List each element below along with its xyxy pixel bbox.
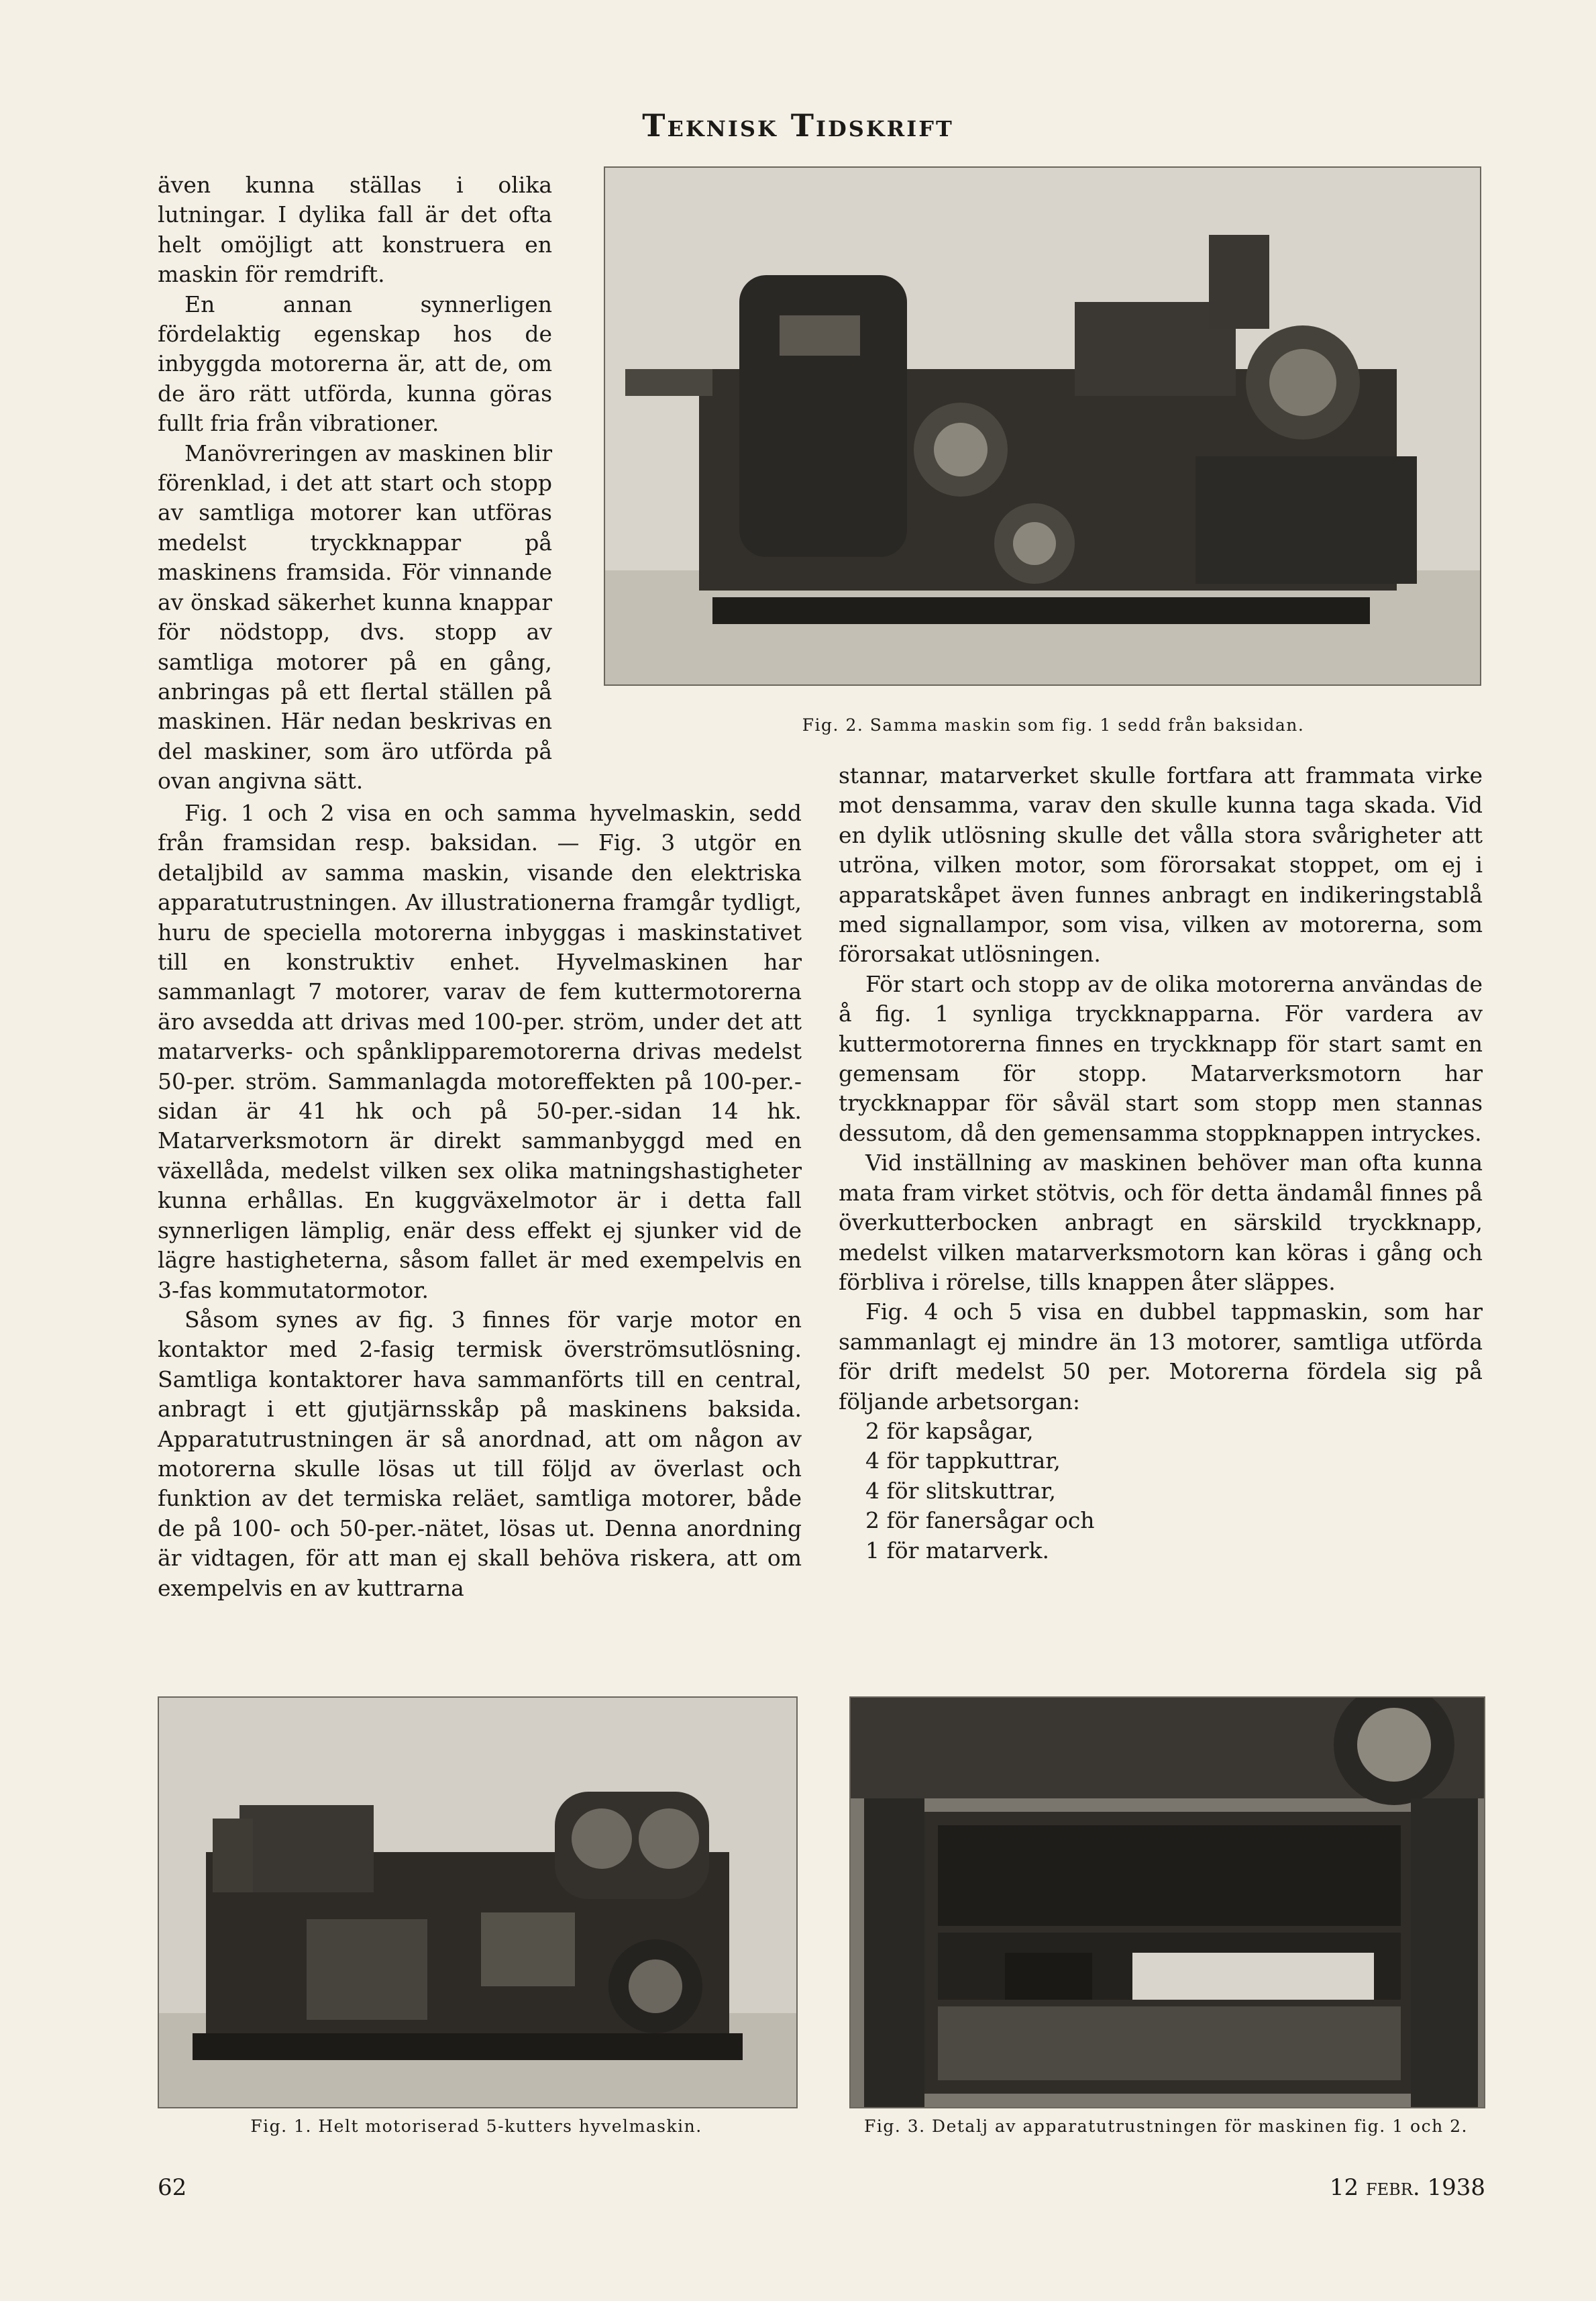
fig1-photo [158,1696,798,2108]
column2-text [839,761,1483,1566]
fig3-photo [849,1696,1485,2108]
motor-list [839,1417,1483,1566]
fig1-caption: Fig. 1. Helt motoriserad 5-kutters hyvelmaskin. [250,2116,702,2136]
fig2-machine-image [605,168,1480,684]
list-item: 2 för kapsågar, [865,1417,1034,1444]
paragraph: En annan synnerligen fördelaktig egenskap hos de inbyggda motorerna är, att de, om de äro rätt utförda, kunna göras fullt fria från vibrationer. [158,291,552,437]
list-item: 2 för fanersågar och [865,1507,1095,1534]
list-item: 4 för slitskuttrar, [865,1477,1056,1504]
fig2-caption: Fig. 2. Samma maskin som fig. 1 sedd från baksidan. [802,715,1305,735]
paragraph: Såsom synes av fig. 3 finnes för varje motor en kontaktor med 2-fasig termisk överströmsutlösning. Samtliga kontaktorer hava sammanförts till en central, anbragt i ett gjutjärnsskåp på maskinens baksida. Apparatutrustningen är så anordnad, att om någon av motorerna skulle lösas ut till följd av överlast och funktion av det termiska reläet, samtliga motorer, både de på 100- och 50-per.-nätet, lösas ut. Denna anordning är vidtagen, för att man ej skall behöva riskera, att om exempelvis en av kuttrarna [158,1306,802,1601]
list-item: 4 för tappkuttrar, [865,1447,1061,1474]
issue-date: 12 febr. 1938 [1329,2174,1485,2201]
journal-title: Teknisk Tidskrift [642,107,954,144]
paragraph: Fig. 1 och 2 visa en och samma hyvelmaskin, sedd från framsidan resp. baksidan. — Fig. 3 utgör en detaljbild av samma maskin, visande den elektriska apparatutrustningen. Av illustrationerna framgår tydligt, huru de speciella motorerna inbyggas i maskinstativet till en konstruktiv enhet. Hyvelmaskinen har sammanlagt 7 motorer, varav de fem kuttermotorerna äro avsedda att drivas med 100-per. ström, under det att matarverks- och spånklipparemotorerna drivas medelst 50-per. ström. Sammanlagda motoreffekten på 100-per.-sidan är 41 hk och på 50-per.-sidan 14 hk. Matarverksmotorn är direkt sammanbyggd med en växellåda, medelst vilken sex olika matningshastigheter kunna erhållas. En kuggväxelmotor är i detta fall synnerligen lämplig, enär dess effekt ej sjunker vid de lägre hastigheterna, såsom fallet är med exempelvis en 3-fas kommutatormotor. [158,800,802,1303]
fig2-photo [604,166,1481,686]
column1-lower-text [158,799,802,1603]
paragraph: Manövreringen av maskinen blir förenklad, i det att start och stopp av samtliga motorer kan utföras medelst tryckknappar på maskinens framsida. För vinnande av önskad säkerhet kunna knappar för nödstopp, dvs. stopp av samtliga motorer på en gång, anbringas på ett flertal ställen på maskinen. Här nedan beskrivas en del maskiner, som äro utförda på ovan angivna sätt. [158,440,552,795]
paragraph: stannar, matarverket skulle fortfara att frammata virke mot densamma, varav den skulle kunna taga skada. Vid en dylik utlösning skulle det vålla stora svårigheter att utröna, vilken motor, som förorsakat stoppet, om ej i apparatskåpet även funnes anbragt en indikeringstablå med signallampor, som visa, vilken av motorerna, som förorsakat utlösningen. [839,762,1483,968]
paragraph: även kunna ställas i olika lutningar. I dylika fall är det ofta helt omöjligt att konstruera en maskin för remdrift. [158,172,552,288]
fig1-machine-image [159,1698,796,2107]
paragraph: För start och stopp av de olika motorerna användas de å fig. 1 synliga tryckknapparna. För vardera av kuttermotorerna finnes en tryckknapp för start samt en gemensam för stopp. Matarverksmotorn har tryckknappar för såväl start som stopp men stannas dessutom, då den gemensamma stoppknappen intryckes. [839,970,1483,1146]
column1-upper-text [158,170,552,797]
fig3-caption: Fig. 3. Detalj av apparatutrustningen för maskinen fig. 1 och 2. [863,2116,1469,2136]
list-item: 1 för matarverk. [865,1537,1049,1564]
page-number: 62 [158,2174,187,2201]
paragraph: Fig. 4 och 5 visa en dubbel tappmaskin, som har sammanlagt ej mindre än 13 motorer, samtliga utförda för drift medelst 50 per. Motorerna fördela sig på följande arbetsorgan: [839,1298,1483,1415]
fig3-panel-image [851,1698,1484,2107]
paragraph: Vid inställning av maskinen behöver man ofta kunna mata fram virket stötvis, och för detta ändamål finnes på överkutterbocken anbragt en särskild tryckknapp, medelst vilken matarverksmotorn kan köras i gång och förbliva i rörelse, tills knappen åter släppes. [839,1149,1483,1295]
